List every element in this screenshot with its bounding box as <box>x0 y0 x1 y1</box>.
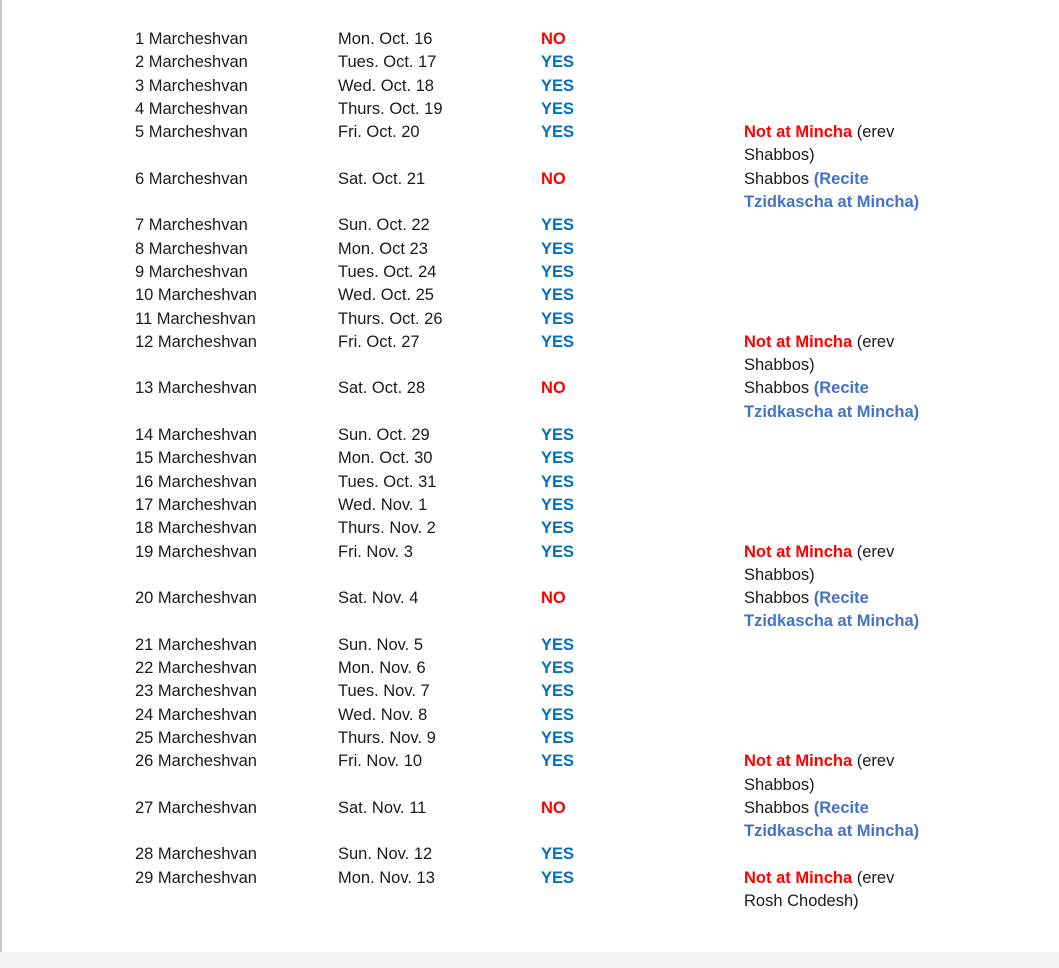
schedule-row <box>135 867 1035 914</box>
schedule-row <box>135 98 1035 121</box>
note-tzidkascha: (Recite Tzidkascha at Mincha) <box>744 379 920 421</box>
civil-date: Wed. Oct. 25 <box>338 286 434 305</box>
schedule-row <box>135 727 1035 750</box>
hebrew-date: 22 Marcheshvan <box>135 659 257 678</box>
civil-date: Mon. Oct. 30 <box>338 449 433 468</box>
hebrew-date: 9 Marcheshvan <box>135 262 248 281</box>
schedule-row <box>135 680 1035 703</box>
hebrew-date: 11 Marcheshvan <box>135 309 256 328</box>
hebrew-date: 5 Marcheshvan <box>135 123 248 142</box>
note-warning: Not at Mincha <box>744 868 853 887</box>
civil-date: Tues. Nov. 7 <box>338 682 430 701</box>
note <box>744 587 929 634</box>
hebrew-date: 19 Marcheshvan <box>135 542 257 561</box>
status-value: NO <box>541 30 566 48</box>
status-value: YES <box>541 216 575 235</box>
civil-date: Wed. Nov. 8 <box>338 705 428 724</box>
status-value: YES <box>541 286 575 305</box>
status-value: NO <box>541 798 566 817</box>
civil-date: Fri. Oct. 20 <box>338 123 420 142</box>
hebrew-date: 7 Marcheshvan <box>135 216 248 235</box>
note <box>744 797 929 844</box>
civil-date: Sun. Oct. 29 <box>338 426 430 445</box>
note-detail: (erev Shabbos) <box>744 752 895 794</box>
civil-date: Mon. Nov. 6 <box>338 659 426 678</box>
hebrew-date: 25 Marcheshvan <box>135 728 257 747</box>
schedule-row <box>135 51 1035 74</box>
schedule-row <box>135 168 1035 215</box>
status-value: YES <box>541 262 575 281</box>
civil-date: Sat. Oct. 28 <box>338 379 426 398</box>
note-detail: (erev Rosh Chodesh) <box>744 868 895 910</box>
hebrew-date: 28 Marcheshvan <box>135 845 257 864</box>
hebrew-date: 24 Marcheshvan <box>135 705 257 724</box>
civil-date: Sat. Nov. 11 <box>338 798 427 817</box>
civil-date: Tues. Oct. 17 <box>338 53 437 72</box>
status-value: YES <box>541 53 575 72</box>
note-warning: Not at Mincha <box>744 752 853 771</box>
civil-date: Sat. Oct. 21 <box>338 169 426 188</box>
hebrew-date: 8 Marcheshvan <box>135 239 248 258</box>
status-value: YES <box>541 332 575 351</box>
status-value: YES <box>541 495 575 514</box>
schedule-row <box>135 238 1035 261</box>
schedule-row <box>135 704 1035 727</box>
note-detail: (erev Shabbos) <box>744 332 895 375</box>
status-value: YES <box>541 845 575 864</box>
schedule-row <box>135 843 1035 866</box>
status-value: YES <box>541 99 575 118</box>
status-value: NO <box>541 379 566 398</box>
civil-date: Thurs. Oct. 26 <box>338 309 443 328</box>
note-warning: Not at Mincha <box>744 542 853 561</box>
status-value: NO <box>541 169 566 188</box>
schedule-row <box>135 424 1035 447</box>
civil-date: Tues. Oct. 24 <box>338 262 437 281</box>
civil-date: Sun. Oct. 22 <box>338 216 430 235</box>
status-value: YES <box>541 752 575 771</box>
status-value: YES <box>541 635 575 654</box>
note-shabbos: Shabbos <box>744 169 814 188</box>
note <box>744 541 929 588</box>
schedule-row <box>135 471 1035 494</box>
status-value: YES <box>541 728 575 747</box>
status-value: YES <box>541 682 575 701</box>
note <box>744 867 929 914</box>
schedule-row <box>135 447 1035 470</box>
note-shabbos: Shabbos <box>744 798 814 817</box>
note-shabbos: Shabbos <box>744 379 814 398</box>
note-detail: (erev Shabbos) <box>744 542 895 584</box>
status-value: YES <box>541 705 575 724</box>
hebrew-date: 17 Marcheshvan <box>135 495 257 514</box>
note <box>744 377 929 424</box>
schedule-row <box>135 308 1035 331</box>
note-warning: Not at Mincha <box>744 123 853 142</box>
schedule-row <box>135 377 1035 424</box>
civil-date: Thurs. Nov. 9 <box>338 728 436 747</box>
hebrew-date: 6 Marcheshvan <box>135 169 248 188</box>
civil-date: Wed. Oct. 18 <box>338 76 434 95</box>
hebrew-date: 16 Marcheshvan <box>135 472 257 491</box>
schedule-row <box>135 517 1035 540</box>
note-detail: (erev Shabbos) <box>744 123 895 165</box>
schedule-row <box>135 587 1035 634</box>
note <box>744 750 929 797</box>
status-value: YES <box>541 868 575 887</box>
civil-date: Fri. Nov. 10 <box>338 752 423 771</box>
status-value: YES <box>541 239 575 258</box>
civil-date: Mon. Oct. 16 <box>338 30 433 48</box>
schedule-row <box>135 28 1035 51</box>
status-value: YES <box>541 519 575 538</box>
status-value: YES <box>541 659 575 678</box>
status-value: YES <box>541 309 575 328</box>
hebrew-date: 21 Marcheshvan <box>135 635 257 654</box>
hebrew-date: 20 Marcheshvan <box>135 589 257 608</box>
civil-date: Mon. Oct 23 <box>338 239 428 258</box>
hebrew-date: 13 Marcheshvan <box>135 379 257 398</box>
schedule-row <box>135 750 1035 797</box>
hebrew-date: 18 Marcheshvan <box>135 519 257 538</box>
hebrew-date: 2 Marcheshvan <box>135 53 248 72</box>
civil-date: Thurs. Oct. 19 <box>338 99 443 118</box>
civil-date: Sun. Nov. 5 <box>338 635 423 654</box>
note-tzidkascha: (Recite Tzidkascha at Mincha) <box>744 798 920 841</box>
note <box>744 121 929 168</box>
schedule-row <box>135 284 1035 307</box>
hebrew-date: 1 Marcheshvan <box>135 30 248 48</box>
civil-date: Thurs. Nov. 2 <box>338 519 436 538</box>
schedule-row <box>135 121 1035 168</box>
schedule-row <box>135 494 1035 517</box>
page-left-border <box>0 0 2 952</box>
civil-date: Wed. Nov. 1 <box>338 495 428 514</box>
civil-date: Tues. Oct. 31 <box>338 472 437 491</box>
civil-date: Fri. Oct. 27 <box>338 332 420 351</box>
civil-date: Fri. Nov. 3 <box>338 542 413 561</box>
status-value: YES <box>541 426 575 445</box>
status-value: YES <box>541 76 575 95</box>
status-value: YES <box>541 542 575 561</box>
schedule-row <box>135 634 1035 657</box>
hebrew-date: 29 Marcheshvan <box>135 868 257 887</box>
civil-date: Mon. Nov. 13 <box>338 868 435 887</box>
hebrew-date: 3 Marcheshvan <box>135 76 248 95</box>
hebrew-date: 15 Marcheshvan <box>135 449 257 468</box>
hebrew-date: 4 Marcheshvan <box>135 99 248 118</box>
hebrew-date: 23 Marcheshvan <box>135 682 257 701</box>
hebrew-date: 12 Marcheshvan <box>135 332 257 351</box>
status-value: YES <box>541 449 575 468</box>
note-tzidkascha: (Recite Tzidkascha at Mincha) <box>744 169 920 212</box>
schedule-row <box>135 75 1035 98</box>
note <box>744 331 929 378</box>
note-shabbos: Shabbos <box>744 589 814 608</box>
schedule-row <box>135 797 1035 844</box>
hebrew-date: 10 Marcheshvan <box>135 286 257 305</box>
status-value: YES <box>541 123 575 142</box>
schedule-row <box>135 657 1035 680</box>
note <box>744 168 929 215</box>
schedule-row <box>135 261 1035 284</box>
civil-date: Sun. Nov. 12 <box>338 845 433 864</box>
schedule-row <box>135 331 1035 378</box>
civil-date: Sat. Nov. 4 <box>338 589 419 608</box>
hebrew-date: 14 Marcheshvan <box>135 426 257 445</box>
note-warning: Not at Mincha <box>744 332 853 351</box>
status-value: NO <box>541 589 566 608</box>
hebrew-date: 26 Marcheshvan <box>135 752 257 771</box>
hebrew-date: 27 Marcheshvan <box>135 798 257 817</box>
schedule-row <box>135 214 1035 237</box>
schedule-row <box>135 541 1035 588</box>
marcheshvan-schedule-table <box>135 28 1035 913</box>
note-tzidkascha: (Recite Tzidkascha at Mincha) <box>744 589 920 631</box>
status-value: YES <box>541 472 575 491</box>
